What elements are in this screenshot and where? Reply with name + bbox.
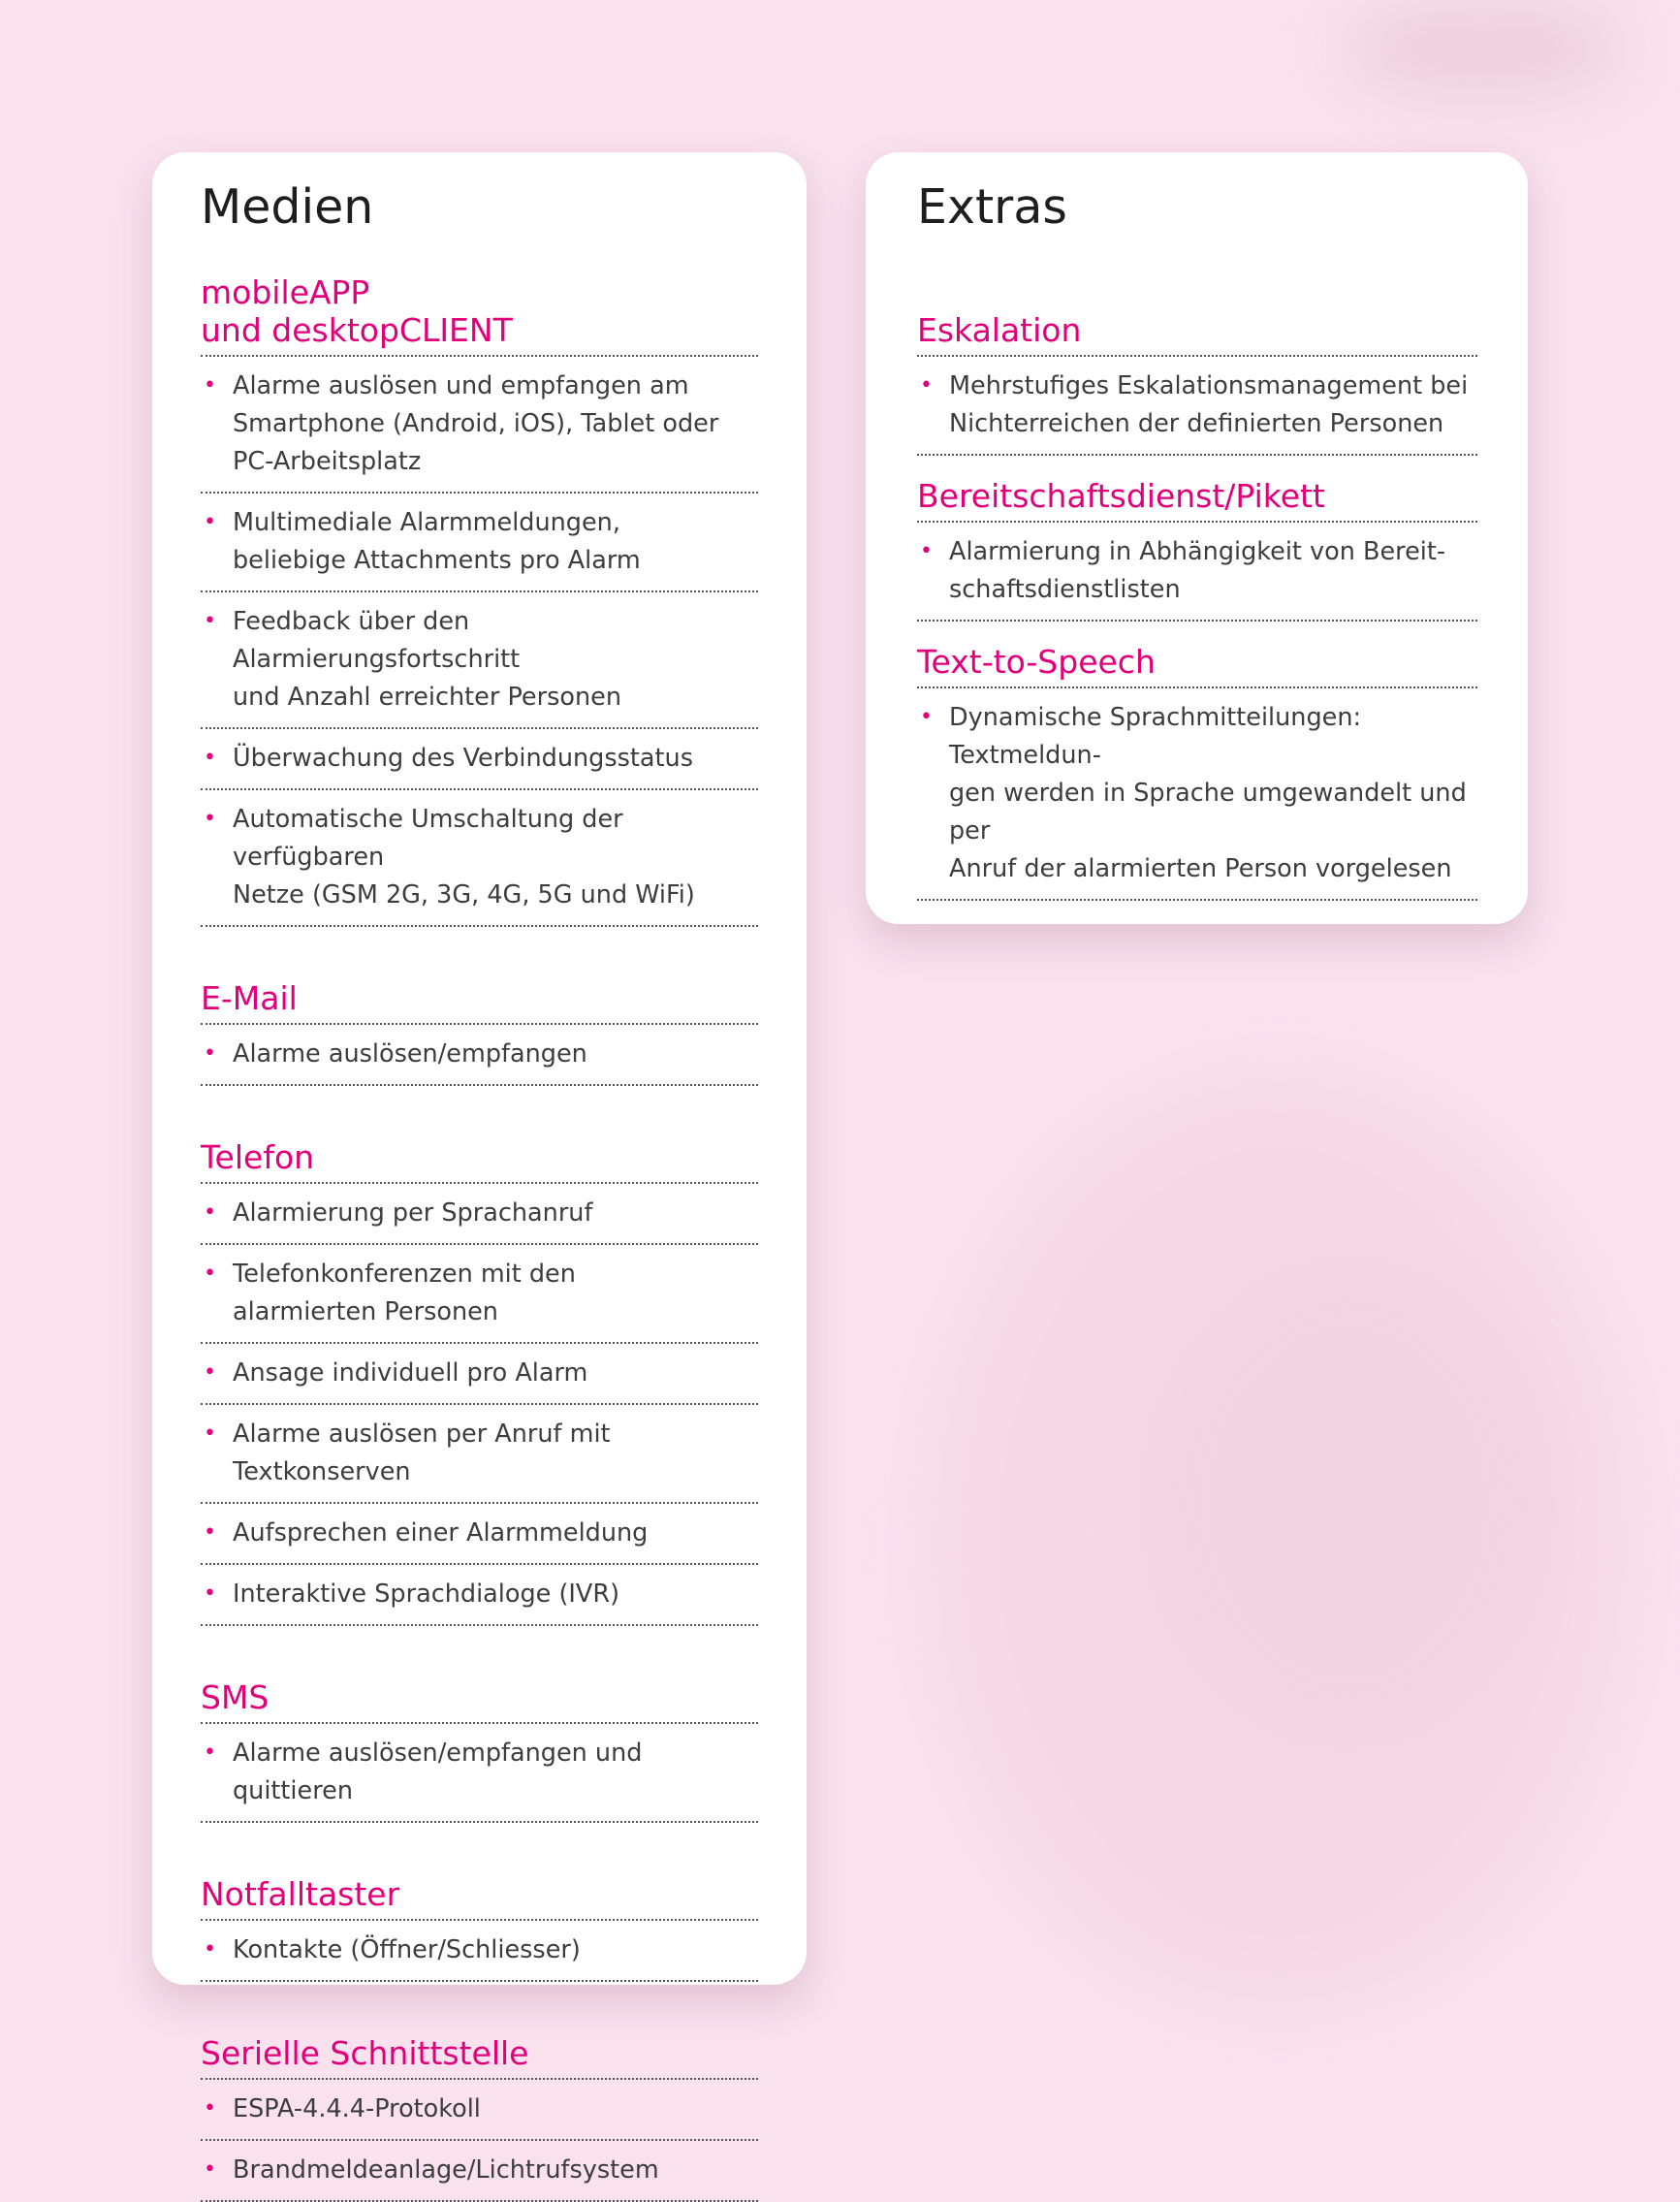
section-title-line: Text-to-Speech: [917, 642, 1156, 681]
list-item: [201, 1405, 758, 1504]
list-item-line: • Brandmeldeanlage/Lichtrufsystem: [233, 2154, 659, 2185]
list-item: [201, 1344, 758, 1405]
section: [201, 2034, 758, 2202]
medien-title: Medien: [201, 179, 374, 235]
list-item-line: gen werden in Sprache umgewandelt und per: [949, 778, 1467, 846]
list-item-line: • Alarme auslösen/empfangen und quittieren: [233, 1738, 643, 1805]
section: [201, 1678, 758, 1823]
list-item-line: • Feedback über den Alarmierungsfortschritt: [233, 606, 521, 674]
section: [201, 1138, 758, 1626]
item-list: [201, 1025, 758, 1086]
section-title-line: E-Mail: [201, 978, 298, 1017]
list-item: [201, 1184, 758, 1245]
list-item: [201, 1504, 758, 1565]
medien-card: [152, 152, 807, 2185]
section-title-line: Notfalltaster: [201, 1874, 400, 1913]
list-item: [201, 1025, 758, 1086]
section: [201, 1875, 758, 1982]
list-item: [917, 357, 1477, 456]
list-item-line: • Alarmierung per Sprachanruf: [233, 1197, 593, 1228]
section: [917, 477, 1477, 622]
list-item-line: PC-Arbeitsplatz: [233, 446, 422, 476]
list-item-line: • Multimediale Alarmmeldungen,: [233, 507, 620, 537]
item-list: [917, 357, 1477, 456]
list-item-line: Smartphone (Android, iOS), Tablet oder: [233, 408, 719, 438]
item-list: [917, 688, 1477, 901]
item-list: [201, 357, 758, 927]
list-item: [201, 2141, 758, 2202]
background-blur: [1144, 1261, 1551, 1745]
list-item: [201, 790, 758, 927]
section-title: [201, 273, 758, 357]
list-item-line: Nichterreichen der definierten Personen: [949, 408, 1444, 438]
list-item: [201, 1921, 758, 1982]
extras-title: Extras: [917, 179, 1067, 235]
section: [917, 311, 1477, 456]
section-title-line: Bereitschaftsdienst/Pikett: [917, 476, 1325, 515]
list-item-line: Netze (GSM 2G, 3G, 4G, 5G und WiFi): [233, 879, 695, 910]
list-item-line: • Mehrstufiges Eskalationsmanagement bei: [949, 370, 1469, 400]
list-item-line: • Aufsprechen einer Alarmmeldung: [233, 1517, 649, 1548]
list-item: [201, 1245, 758, 1344]
medien-sections: [201, 273, 758, 2202]
list-item-line: • Alarmierung in Abhängigkeit von Bereit-: [949, 536, 1446, 566]
section: [201, 273, 758, 927]
item-list: [201, 1724, 758, 1823]
list-item-line: beliebige Attachments pro Alarm: [233, 545, 641, 575]
list-item-line: • Ansage individuell pro Alarm: [233, 1357, 588, 1388]
list-item-line: schaftsdienstlisten: [949, 574, 1181, 604]
item-list: [201, 1921, 758, 1982]
list-item: [201, 592, 758, 729]
section-title: [917, 643, 1477, 688]
list-item-line: • Alarme auslösen per Anruf mit Textkonserven: [233, 1419, 611, 1486]
section-title: [201, 1678, 758, 1724]
list-item-line: • Kontakte (Öffner/Schliesser): [233, 1934, 581, 1964]
list-item: [201, 2080, 758, 2141]
list-item: [201, 1565, 758, 1626]
section-title: [201, 1138, 758, 1184]
section: [917, 643, 1477, 901]
list-item-line: alarmierten Personen: [233, 1296, 498, 1326]
background-blur: [931, 1076, 1629, 2007]
section-title-line: Serielle Schnittstelle: [201, 2033, 529, 2072]
list-item: [201, 1724, 758, 1823]
list-item: [917, 688, 1477, 901]
list-item-line: • Telefonkonferenzen mit den: [233, 1259, 576, 1289]
background-blur: [1347, 0, 1619, 97]
list-item-line: und Anzahl erreichter Personen: [233, 682, 622, 712]
section-title-line: mobileAPP: [201, 272, 370, 311]
list-item: [917, 523, 1477, 622]
list-item: [201, 729, 758, 790]
list-item-line: Anruf der alarmierten Person vorgelesen: [949, 853, 1452, 883]
extras-card: [866, 152, 1528, 924]
list-item-line: • Automatische Umschaltung der verfügbaren: [233, 804, 623, 872]
section-title-line: und desktopCLIENT: [201, 310, 513, 349]
section-title: [201, 2034, 758, 2080]
section-title: [917, 311, 1477, 357]
section-title: [917, 477, 1477, 523]
item-list: [917, 523, 1477, 622]
section: [201, 979, 758, 1086]
list-item-line: • Alarme auslösen/empfangen: [233, 1038, 587, 1069]
section-title: [201, 1875, 758, 1921]
item-list: [201, 1184, 758, 1626]
list-item: [201, 357, 758, 494]
section-title-line: Telefon: [201, 1137, 315, 1176]
extras-sections: [917, 311, 1477, 901]
list-item-line: • Alarme auslösen und empfangen am: [233, 370, 689, 400]
section-title-line: Eskalation: [917, 310, 1082, 349]
list-item: [201, 494, 758, 592]
list-item-line: • Überwachung des Verbindungsstatus: [233, 743, 693, 773]
section-title: [201, 979, 758, 1025]
list-item-line: • Interaktive Sprachdialoge (IVR): [233, 1579, 620, 1609]
list-item-line: • ESPA-4.4.4-Protokoll: [233, 2093, 481, 2123]
section-title-line: SMS: [201, 1677, 269, 1716]
list-item-line: • Dynamische Sprachmitteilungen: Textmeldun-: [949, 702, 1362, 770]
item-list: [201, 2080, 758, 2202]
